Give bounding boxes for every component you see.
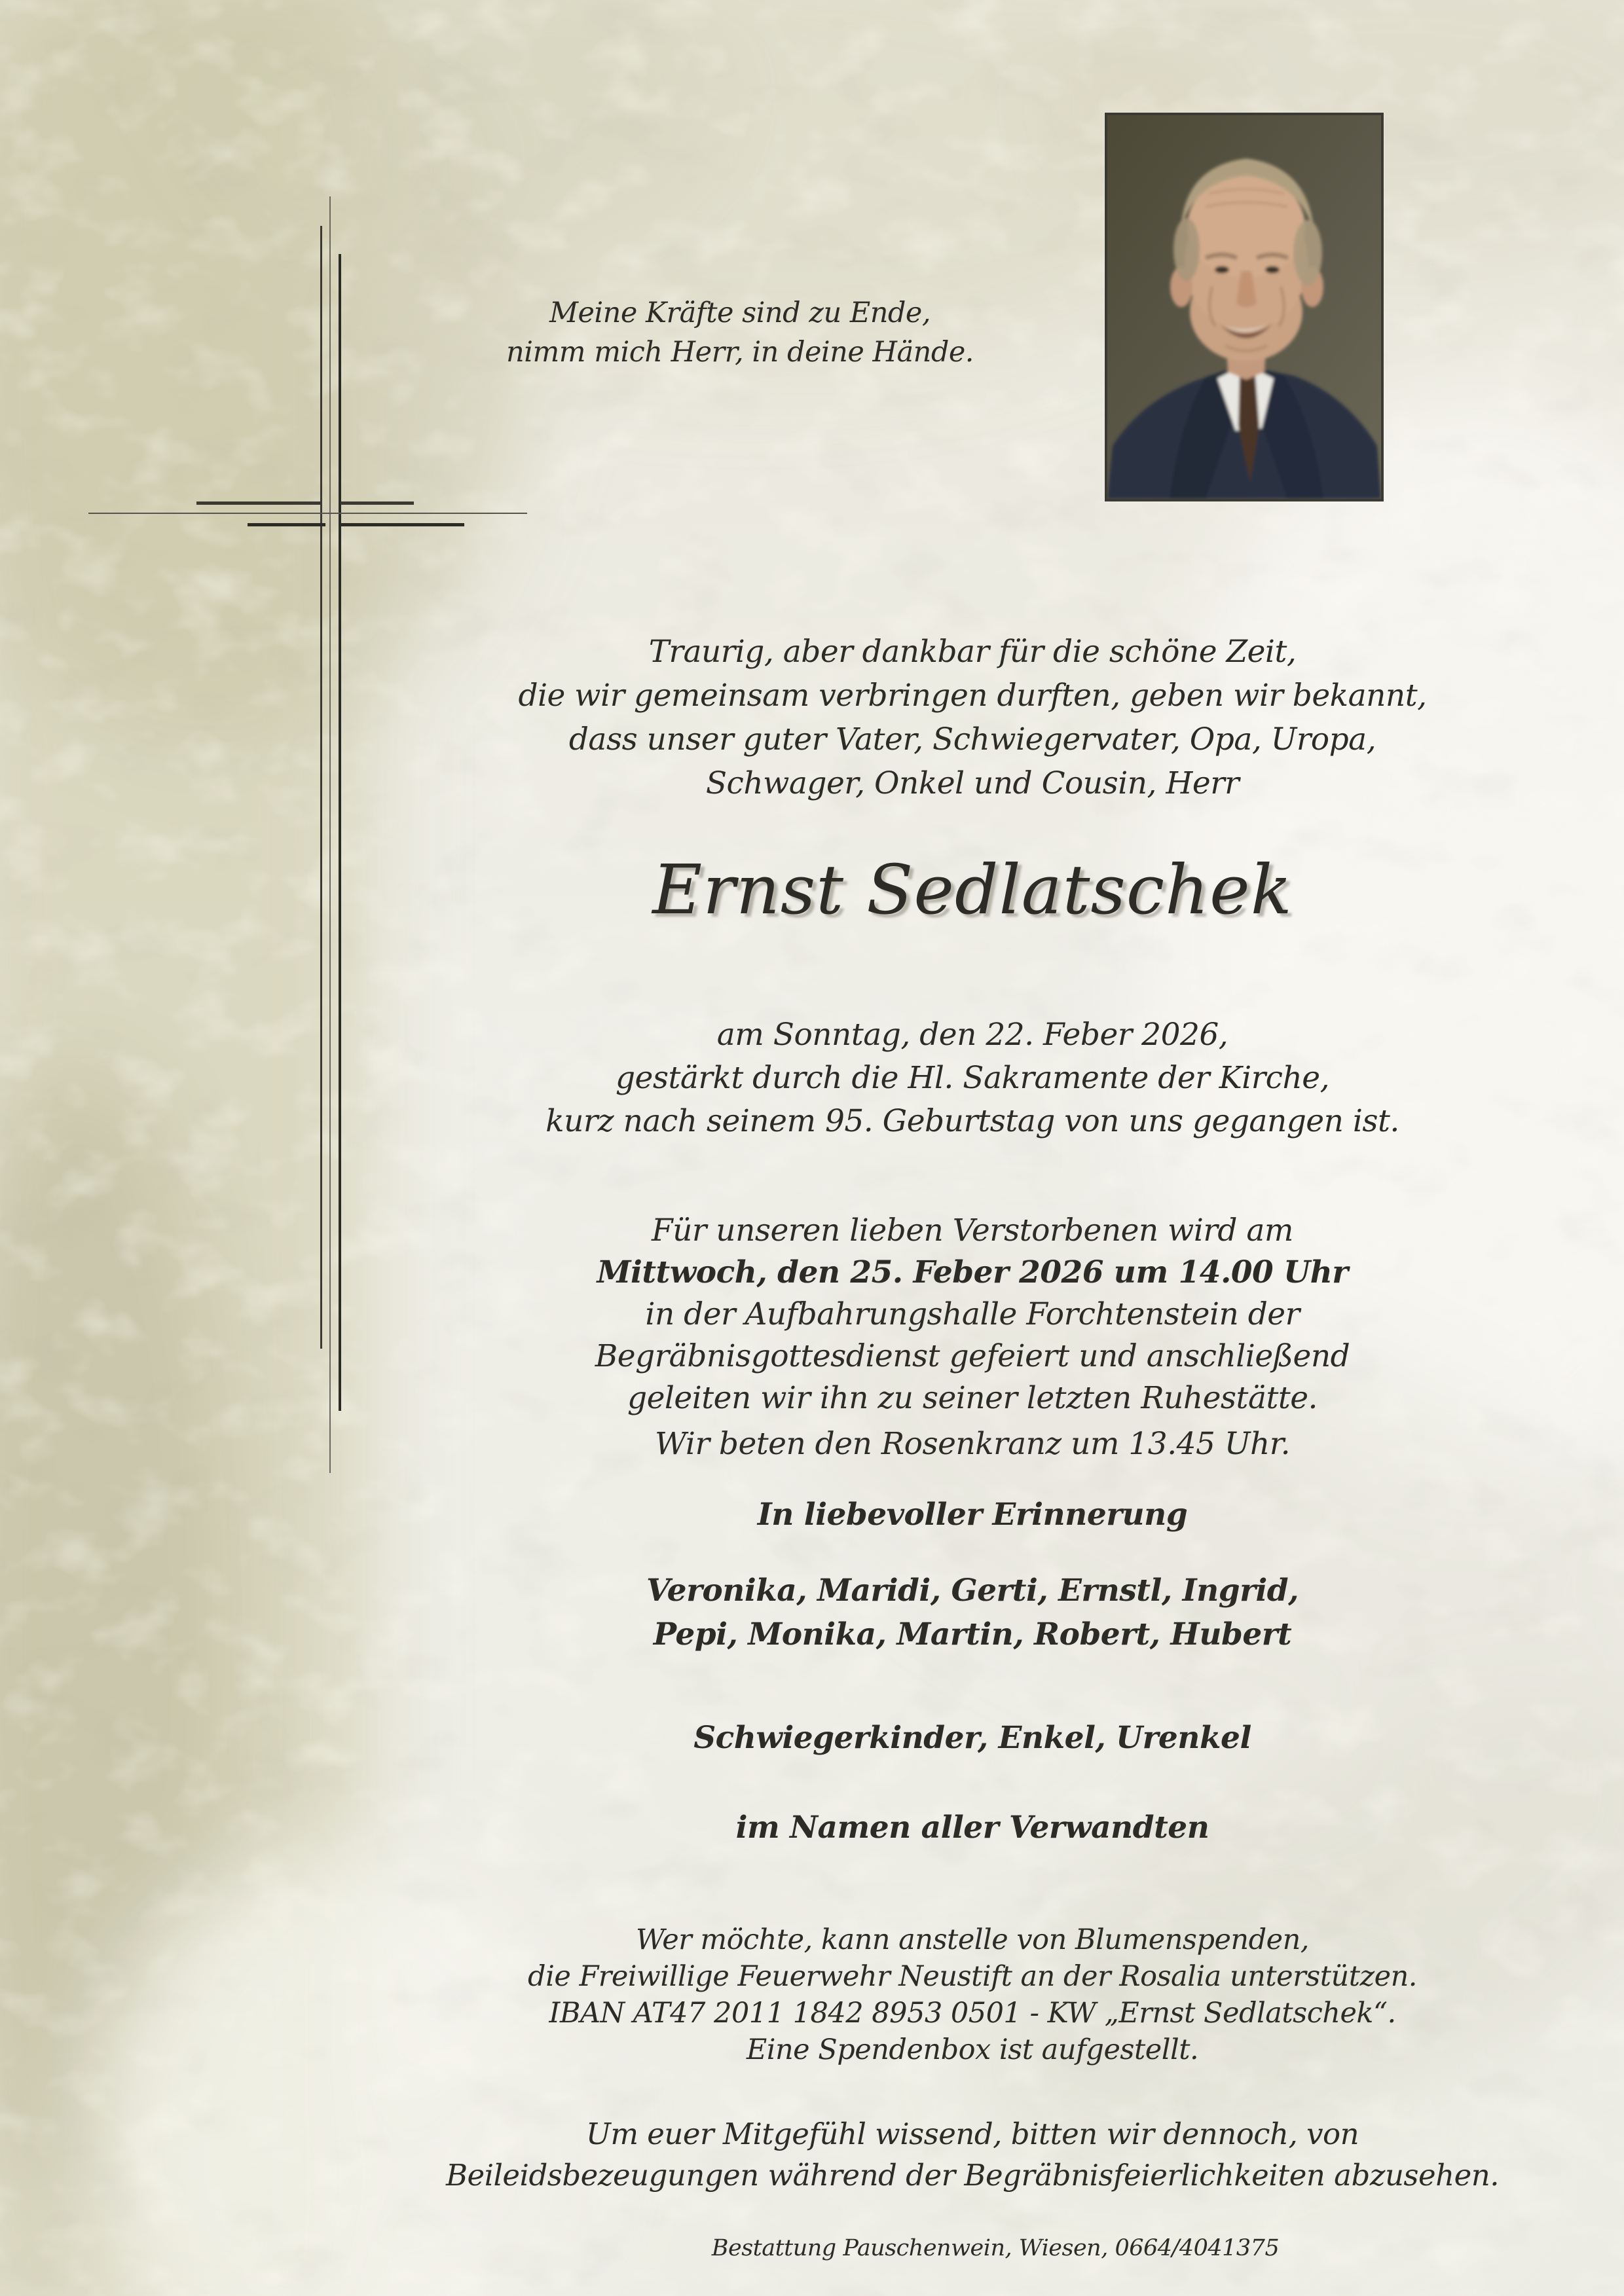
passing-line: gestärkt durch die Hl. Sakramente der Kirche,	[615, 1060, 1330, 1096]
funeral-home-footer: Bestattung Pauschenwein, Wiesen, 0664/4041375	[711, 2235, 1280, 2261]
condolence-line: Um euer Mitgefühl wissend, bitten wir dennoch, von	[585, 2117, 1359, 2151]
in-laws-line: Schwiegerkinder, Enkel, Urenkel	[693, 1720, 1251, 1756]
service-line: in der Aufbahrungshalle Forchtenstein der	[645, 1296, 1300, 1332]
condolence-line: Beileidsbezeugungen während der Begräbnisfeierlichkeiten abzusehen.	[445, 2158, 1500, 2193]
intro-paragraph	[383, 630, 1562, 805]
intro-line: Schwager, Onkel und Cousin, Herr	[705, 765, 1240, 801]
condolence-note	[383, 2113, 1562, 2196]
passing-line: am Sonntag, den 22. Feber 2026,	[716, 1017, 1228, 1053]
donation-line: Eine Spendenbox ist aufgestellt.	[746, 2033, 1199, 2066]
cross-upper-arm-right	[341, 501, 414, 505]
donation-line: Wer möchte, kann anstelle von Blumenspenden,	[636, 1923, 1309, 1956]
quote-line: Meine Kräfte sind zu Ende,	[549, 297, 931, 329]
cross-horizontal-thin-line	[88, 513, 527, 514]
intro-line: dass unser guter Vater, Schwiegervater, Opa, Uropa,	[568, 721, 1376, 757]
service-details	[383, 1210, 1562, 1419]
portrait-photo	[1105, 113, 1384, 501]
family-names	[383, 1569, 1562, 1656]
service-line: Für unseren lieben Verstorbenen wird am	[652, 1212, 1293, 1248]
service-line: geleiten wir ihn zu seiner letzten Ruhestätte.	[627, 1380, 1318, 1416]
service-date-line: Mittwoch, den 25. Feber 2026 um 14.00 Uhr	[597, 1254, 1348, 1290]
family-names-line: Veronika, Maridi, Gerti, Ernstl, Ingrid,	[646, 1573, 1299, 1609]
remembrance-heading: In liebevoller Erinnerung	[757, 1497, 1188, 1533]
quote-line: nimm mich Herr, in deine Hände.	[506, 336, 974, 369]
intro-line: die wir gemeinsam verbringen durften, geben wir bekannt,	[518, 678, 1427, 714]
portrait-illustration	[1107, 115, 1381, 499]
donation-iban-line: IBAN AT47 2011 1842 8953 0501 - KW „Ernst Sedlatschek“.	[549, 1997, 1396, 2030]
family-names-line: Pepi, Monika, Martin, Robert, Hubert	[653, 1616, 1292, 1652]
deceased-name: Ernst Sedlatschek	[652, 850, 1293, 930]
cross-lower-arm-right	[340, 523, 464, 526]
passing-line: kurz nach seinem 95. Geburtstag von uns gegangen ist.	[545, 1103, 1399, 1139]
donation-note	[383, 1922, 1562, 2068]
cross-vertical-thin-line	[329, 196, 331, 1473]
rosary-note: Wir beten den Rosenkranz um 13.45 Uhr.	[654, 1426, 1291, 1462]
relatives-line: im Namen aller Verwandten	[735, 1810, 1209, 1846]
cross-vertical-left-line	[320, 226, 322, 1349]
cross-upper-arm-left	[196, 501, 321, 505]
donation-line: die Freiwillige Feuerwehr Neustift an der Rosalia unterstützen.	[528, 1960, 1417, 1993]
opening-quote	[445, 293, 1035, 372]
cross-lower-arm-left	[248, 523, 325, 526]
cross-vertical-right-line	[339, 254, 341, 1411]
passing-details	[383, 1013, 1562, 1143]
service-line: Begräbnisgottesdienst gefeiert und anschließend	[595, 1338, 1350, 1374]
intro-line: Traurig, aber dankbar für die schöne Zeit,	[648, 634, 1297, 670]
